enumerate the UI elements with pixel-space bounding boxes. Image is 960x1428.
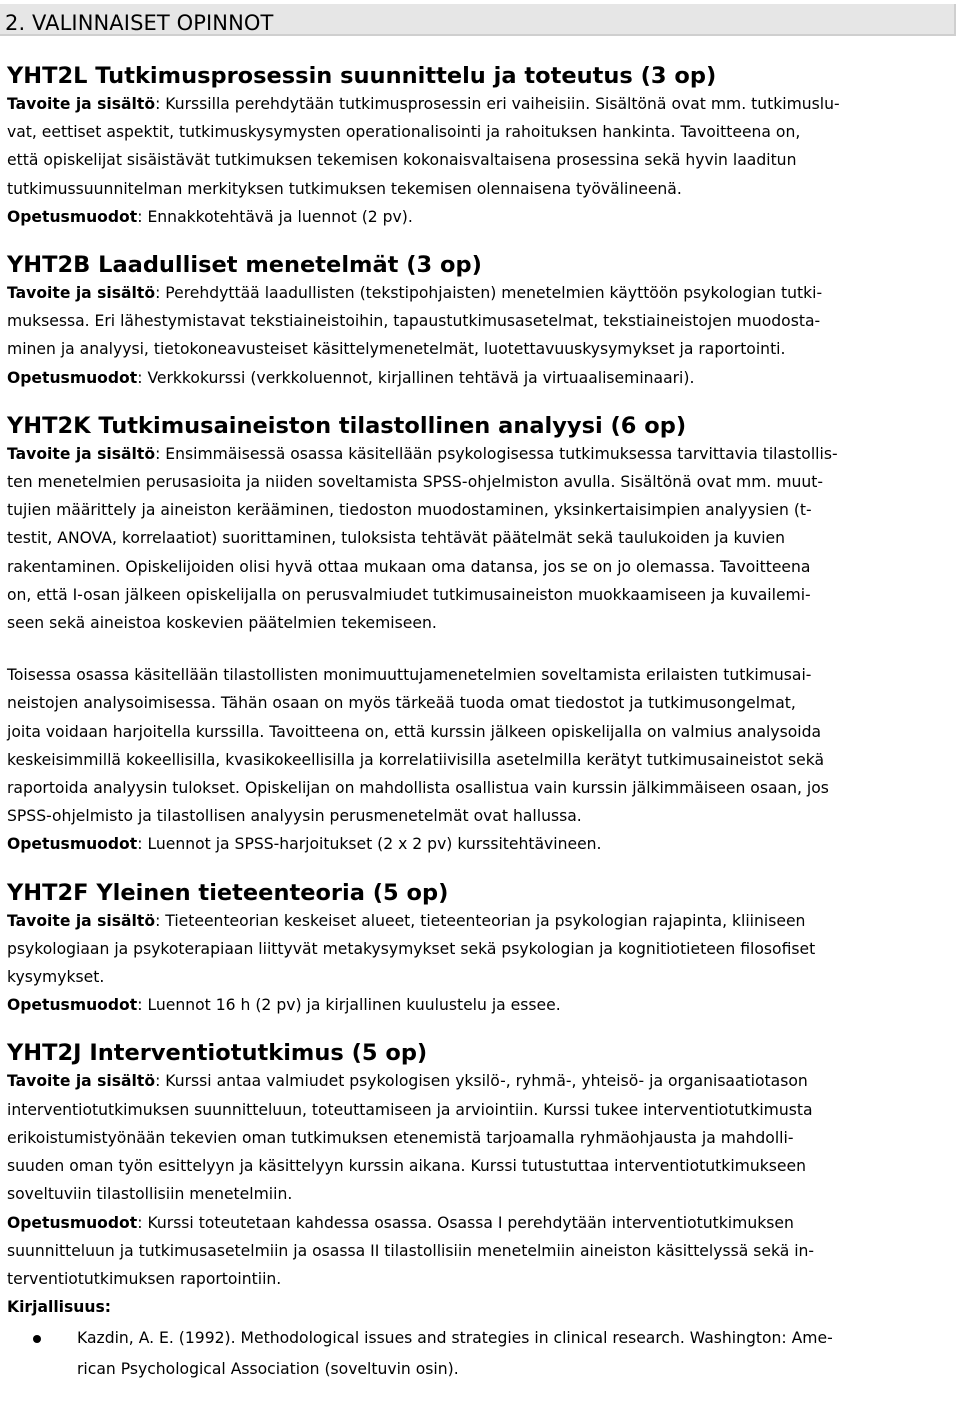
section-title: 2. VALINNAISET OPINNOT: [5, 11, 274, 35]
description-line: suuden oman työn esittelyyn ja käsittelyyn kurssin aikana. Kurssi tutustuttaa interventiotutkimukseen: [7, 1157, 806, 1176]
course-title: YHT2K Tutkimusaineiston tilastollinen analyysi (6 op): [7, 412, 687, 439]
description-line: ten menetelmien perusasioita ja niiden soveltamista SPSS-ohjelmiston avulla. Sisältönä ovat mm. muut-: [7, 473, 824, 492]
literature-line: Kazdin, A. E. (1992). Methodological issues and strategies in clinical research. Washington: Ame-: [77, 1329, 833, 1348]
methods-label: Opetusmuodot: [7, 996, 138, 1015]
course-yht2f: [7, 879, 953, 1020]
teaching-methods: Opetusmuodot: Luennot ja SPSS-harjoitukset (2 x 2 pv) kurssitehtävineen.: [7, 835, 602, 854]
description-line: raportoida analyysin tulokset. Opiskelijan on mahdollista osallistua vain kurssin jälkimmäiseen osaan, jos: [7, 779, 829, 798]
description-line: on, että I-osan jälkeen opiskelijalla on perusvalmiudet tutkimusaineiston muokkaamiseen ja kuvailemi-: [7, 585, 811, 604]
course-title: YHT2F Yleinen tieteenteoria (5 op): [7, 879, 449, 906]
description-line: erikoistumistyönään tekevien oman tutkimuksen etenemistä tarjoamalla ryhmäohjausta ja mahdolli-: [7, 1128, 794, 1147]
description-line: soveltuviin tilastollisiin menetelmiin.: [7, 1185, 293, 1204]
description-line: keskeisimmillä kokeellisilla, kvasikokeellisilla ja korrelatiivisilla asetelmilla kerätyt tutkimusaineistot sekä: [7, 750, 825, 769]
methods-label: Opetusmuodot: [7, 1213, 138, 1232]
literature-list: [7, 1323, 953, 1385]
course-yht2l: [7, 62, 953, 231]
teaching-methods: Opetusmuodot: Kurssi toteutetaan kahdessa osassa. Osassa I perehdytään interventiotutkimuksen: [7, 1213, 794, 1232]
description-line: Tavoite ja sisältö: Ensimmäisessä osassa käsitellään psykologisessa tutkimuksessa tarvittavia tilastollis-: [7, 444, 838, 463]
course-title: YHT2J Interventiotutkimus (5 op): [7, 1040, 428, 1067]
description-line: neistojen analysoimisessa. Tähän osaan on myös tärkeää tuoda omat tiedostot ja tutkimusongelmat,: [7, 694, 796, 713]
methods-label: Opetusmuodot: [7, 835, 138, 854]
course-yht2b: [7, 251, 953, 392]
description-line: tutkimussuunnitelman merkityksen tutkimuksen tekemisen olennaisena työvälineenä.: [7, 179, 682, 198]
description-line: interventiotutkimuksen suunnitteluun, toteuttamiseen ja arviointiin. Kurssi tukee interventiotutkimusta: [7, 1100, 813, 1119]
description-line: että opiskelijat sisäistävät tutkimuksen tekemisen kokonaisvaltaisena prosessina sekä hyvin laaditun: [7, 151, 797, 170]
goal-label: Tavoite ja sisältö: [7, 444, 156, 463]
teaching-methods: Opetusmuodot: Luennot 16 h (2 pv) ja kirjallinen kuulustelu ja essee.: [7, 996, 561, 1015]
description-line: Tavoite ja sisältö: Kurssi antaa valmiudet psykologisen yksilö-, ryhmä-, yhteisö- ja organisaatiotason: [7, 1072, 808, 1091]
literature-line: rican Psychological Association (soveltuvin osin).: [77, 1360, 459, 1379]
description-line: minen ja analyysi, tietokoneavusteiset käsittelymenetelmät, luotettavuuskysymykset ja raportointi.: [7, 340, 786, 359]
literature-label: Kirjallisuus:: [7, 1298, 112, 1317]
description-line: testit, ANOVA, korrelaatiot) suorittaminen, tuloksista tehtävät päätelmät sekä taulukoiden ja kuvien: [7, 529, 786, 548]
course-description: [7, 907, 953, 1020]
course-yht2j: [7, 1039, 953, 1385]
course-description: [7, 440, 953, 859]
section-header-bar: [0, 4, 956, 36]
course-description: [7, 279, 953, 392]
goal-label: Tavoite ja sisältö: [7, 284, 156, 303]
description-line: joita voidaan harjoitella kurssilla. Tavoitteena on, että kurssin jälkeen opiskelijalla on valmius analysoida: [7, 722, 822, 741]
description-line: kysymykset.: [7, 968, 105, 987]
literature-item: [7, 1323, 953, 1385]
course-title: YHT2L Tutkimusprosessin suunnittelu ja toteutus (3 op): [7, 63, 717, 89]
description-line: psykologiaan ja psykoterapiaan liittyvät metakysymykset sekä psykologian ja kognitiotieteen filosofiset: [7, 939, 816, 958]
teaching-methods: Opetusmuodot: Verkkokurssi (verkkoluennot, kirjallinen tehtävä ja virtuaaliseminaari).: [7, 368, 695, 387]
description-line: vat, eettiset aspektit, tutkimuskysymysten operationalisointi ja rahoituksen hankinta. Tavoitteena on,: [7, 123, 801, 142]
description-line: SPSS-ohjelmisto ja tilastollisen analyysin perusmenetelmät ovat hallussa.: [7, 807, 582, 826]
teaching-methods: Opetusmuodot: Ennakkotehtävä ja luennot (2 pv).: [7, 207, 413, 226]
course-description: [7, 1067, 953, 1385]
description-line: Tavoite ja sisältö: Kurssilla perehdytään tutkimusprosessin eri vaiheisiin. Sisältönä ovat mm. tutkimuslu-: [7, 95, 840, 113]
description-line: suunnitteluun ja tutkimusasetelmiin ja osassa II tilastollisiin menetelmiin aineiston käsittelyssä sekä in-: [7, 1241, 815, 1260]
description-line: muksessa. Eri lähestymistavat tekstiaineistoihin, tapaustutkimusasetelmat, tekstiaineistojen muodosta-: [7, 312, 821, 331]
description-line: seen sekä aineistoa koskevien päätelmien tekemiseen.: [7, 614, 437, 633]
description-line: tujien määrittely ja aineiston kerääminen, tiedoston muodostaminen, yksinkertaisimpien analyysien (t-: [7, 501, 812, 520]
course-description: [7, 90, 953, 231]
course-yht2k: [7, 412, 953, 859]
description-line: Toisessa osassa käsitellään tilastollisten monimuuttujamenetelmien soveltamista erilaisten tutkimusai-: [7, 666, 812, 685]
description-line: Tavoite ja sisältö: Tieteenteorian keskeiset alueet, tieteenteorian ja psykologian rajapinta, kliiniseen: [7, 911, 806, 930]
methods-label: Opetusmuodot: [7, 368, 138, 387]
description-line: Tavoite ja sisältö: Perehdyttää laadullisten (tekstipohjaisten) menetelmien käyttöön psykologian tutki-: [7, 284, 823, 303]
course-title: YHT2B Laadulliset menetelmät (3 op): [7, 252, 482, 279]
goal-label: Tavoite ja sisältö: [7, 1072, 156, 1091]
goal-label: Tavoite ja sisältö: [7, 911, 156, 930]
description-line: terventiotutkimuksen raportointiin.: [7, 1269, 282, 1288]
goal-label: Tavoite ja sisältö: [7, 95, 156, 113]
methods-label: Opetusmuodot: [7, 207, 138, 226]
course-list: [7, 62, 953, 1385]
description-line: rakentaminen. Opiskelijoiden olisi hyvä ottaa mukaan oma datansa, jos se on jo olemassa. Tavoitteena: [7, 557, 811, 576]
